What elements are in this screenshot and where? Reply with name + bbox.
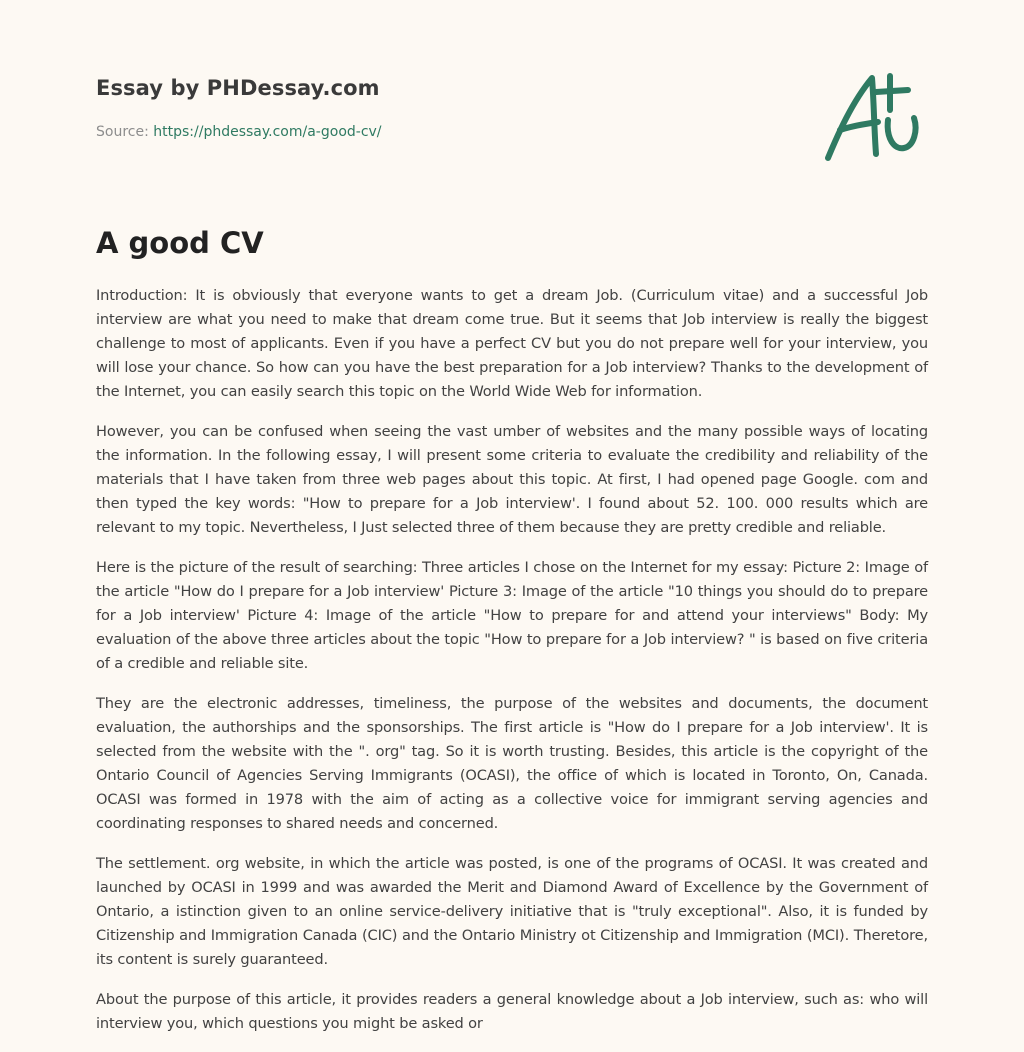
essay-paragraph: Here is the picture of the result of searching: Three articles I chose on the Internet for my essay: Picture 2: Image of the article "How do I prepare for a Job interview' Picture 3: Image of the article "10 things you should do to prepare for a Job interview' Picture 4: Image of the article "How to prepare for and attend your interviews" Body: My evaluation of the above three articles about the topic "How to prepare for a Job interview? " is based on five criteria of a credible and reliable site.	[96, 559, 928, 672]
essay-paragraph: However, you can be confused when seeing the vast umber of websites and the many possible ways of locating the information. In the following essay, I will present some criteria to evaluate the credibility and reliability of the materials that I have taken from three web pages about this topic. At first, I had opened page Google. com and then typed the key words: "How to prepare for a Job interview'. I found about 52. 100. 000 results which are relevant to my topic. Nevertheless, I Just selected three of them because they are pretty credible and reliable.	[96, 423, 928, 536]
essay-paragraph: About the purpose of this article, it provides readers a general knowledge about a Job interview, such as: who will interview you, which questions you might be asked or	[96, 991, 928, 1032]
essay-body	[96, 284, 928, 1052]
source-label: Source:	[96, 124, 154, 140]
a-plus-logo-icon	[816, 66, 926, 166]
source-link[interactable]: https://phdessay.com/a-good-cv/	[153, 124, 382, 140]
essay-paragraph: They are the electronic addresses, timeliness, the purpose of the websites and documents, the document evaluation, the authorships and the sponsorships. The first article is "How do I prepare for a Job interview'. It is selected from the website with the ". org" tag. So it is worth trusting. Besides, this article is the copyright of the Ontario Council of Agencies Serving Immigrants (OCASI), the office of which is located in Toronto, On, Canada. OCASI was formed in 1978 with the aim of acting as a collective voice for immigrant serving agencies and coordinating responses to shared needs and concerned.	[96, 695, 928, 832]
essay-title: A good CV	[96, 226, 264, 260]
essay-paragraph: Introduction: It is obviously that everyone wants to get a dream Job. (Curriculum vitae) and a successful Job interview are what you need to make that dream come true. But it seems that Job interview is really the biggest challenge to most of applicants. Even if you have a perfect CV but you do not prepare well for your interview, you will lose your chance. So how can you have the best preparation for a Job interview? Thanks to the development of the Internet, you can easily search this topic on the World Wide Web for information.	[96, 287, 928, 400]
essay-paragraph: The settlement. org website, in which the article was posted, is one of the programs of OCASI. It was created and launched by OCASI in 1999 and was awarded the Merit and Diamond Award of Excellence by the Government of Ontario, a istinction given to an online service-delivery initiative that is "truly exceptional". Also, it is funded by Citizenship and Immigration Canada (CIC) and the Ontario Ministry ot Citizenship and Immigration (MCI). Theretore, its content is surely guaranteed.	[96, 855, 928, 968]
source-line	[96, 124, 382, 140]
site-title: Essay by PHDessay.com	[96, 76, 380, 100]
